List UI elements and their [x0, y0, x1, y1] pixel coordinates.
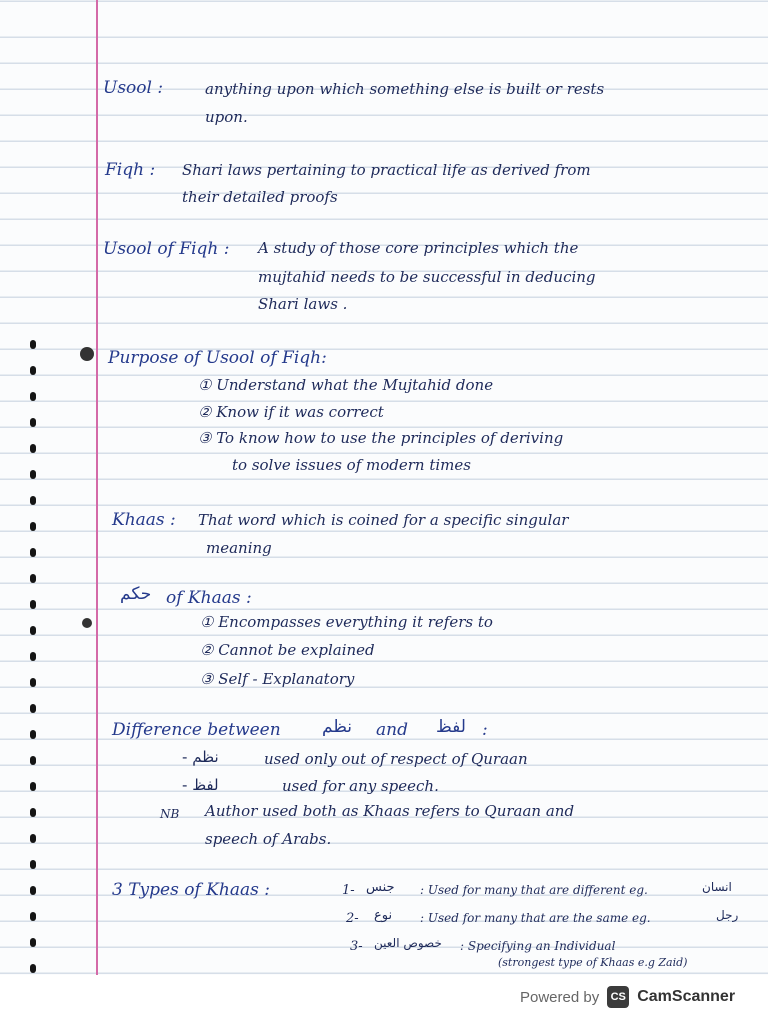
type-3-arabic: خصوص العين	[374, 936, 442, 950]
nb-line-2: speech of Arabs.	[205, 830, 332, 848]
usool-of-fiqh-term: Usool of Fiqh :	[103, 239, 230, 259]
usool-of-fiqh-definition-line-1: A study of those core principles which the	[258, 239, 579, 257]
difference-arabic-1: نظم	[322, 717, 352, 737]
camscanner-watermark	[520, 986, 735, 1008]
difference-line-2-arabic: - لفظ	[182, 776, 219, 794]
type-2-number: 2-	[346, 911, 359, 926]
khaas-definition-line-1: That word which is coined for a specific singular	[198, 511, 569, 529]
type-2-text: : Used for many that are the same eg.	[420, 911, 651, 925]
purpose-item-3: ③ To know how to use the principles of deriving	[198, 429, 564, 447]
hukm-of-khaas-heading: of Khaas :	[166, 588, 252, 608]
difference-colon: :	[482, 720, 488, 740]
purpose-item-3-continued: to solve issues of modern times	[232, 456, 471, 474]
binder-holes	[30, 340, 40, 980]
khaas-definition-line-2: meaning	[206, 539, 272, 557]
type-3-number: 3-	[350, 939, 363, 954]
section-bullet-icon	[82, 618, 92, 628]
purpose-item-1: ① Understand what the Mujtahid done	[198, 376, 494, 394]
camscanner-brand: CamScanner	[637, 988, 736, 1005]
khaas-term: Khaas :	[112, 510, 176, 530]
difference-arabic-2: لفظ	[436, 717, 466, 737]
type-1-number: 1-	[342, 883, 355, 898]
type-1-arabic: جنس	[366, 880, 395, 895]
difference-heading: Difference between	[112, 720, 281, 740]
types-heading: 3 Types of Khaas :	[112, 880, 270, 900]
usool-term: Usool :	[103, 78, 164, 98]
usool-of-fiqh-definition-line-2: mujtahid needs to be successful in deducing	[258, 268, 596, 286]
hukm-arabic-word: حكم	[120, 584, 152, 604]
difference-and: and	[376, 720, 408, 740]
purpose-item-2: ② Know if it was correct	[198, 403, 384, 421]
hukm-item-3: ③ Self - Explanatory	[200, 670, 355, 688]
fiqh-definition-line-2: their detailed proofs	[182, 188, 338, 206]
fiqh-definition-line-1: Shari laws pertaining to practical life as derived from	[182, 161, 591, 179]
hukm-item-2: ② Cannot be explained	[200, 641, 375, 659]
difference-line-1-arabic: - نظم	[182, 748, 219, 766]
camscanner-logo-icon: CS	[607, 986, 629, 1008]
nb-label: NB	[160, 807, 180, 821]
fiqh-term: Fiqh :	[105, 160, 156, 180]
type-3-note: (strongest type of Khaas e.g Zaid)	[498, 956, 688, 969]
section-bullet-icon	[80, 347, 94, 361]
type-2-arabic: نوع	[374, 908, 393, 923]
type-3-text: : Specifying an Individual	[460, 939, 616, 953]
type-2-example: رجل	[716, 908, 739, 922]
usool-definition-line-2: upon.	[205, 108, 248, 126]
nb-line-1: Author used both as Khaas refers to Quraan and	[205, 802, 575, 820]
margin-line	[96, 0, 98, 975]
type-1-text: : Used for many that are different eg.	[420, 883, 648, 897]
difference-line-2: used for any speech.	[282, 777, 439, 795]
type-1-example: انسان	[702, 880, 732, 894]
hukm-item-1: ① Encompasses everything it refers to	[200, 613, 493, 631]
usool-of-fiqh-definition-line-3: Shari laws .	[258, 295, 348, 313]
purpose-heading: Purpose of Usool of Fiqh:	[108, 348, 327, 368]
powered-by-text: Powered by	[520, 988, 600, 1006]
difference-line-1: used only out of respect of Quraan	[264, 750, 528, 768]
usool-definition-line-1: anything upon which something else is built or rests	[205, 80, 605, 98]
